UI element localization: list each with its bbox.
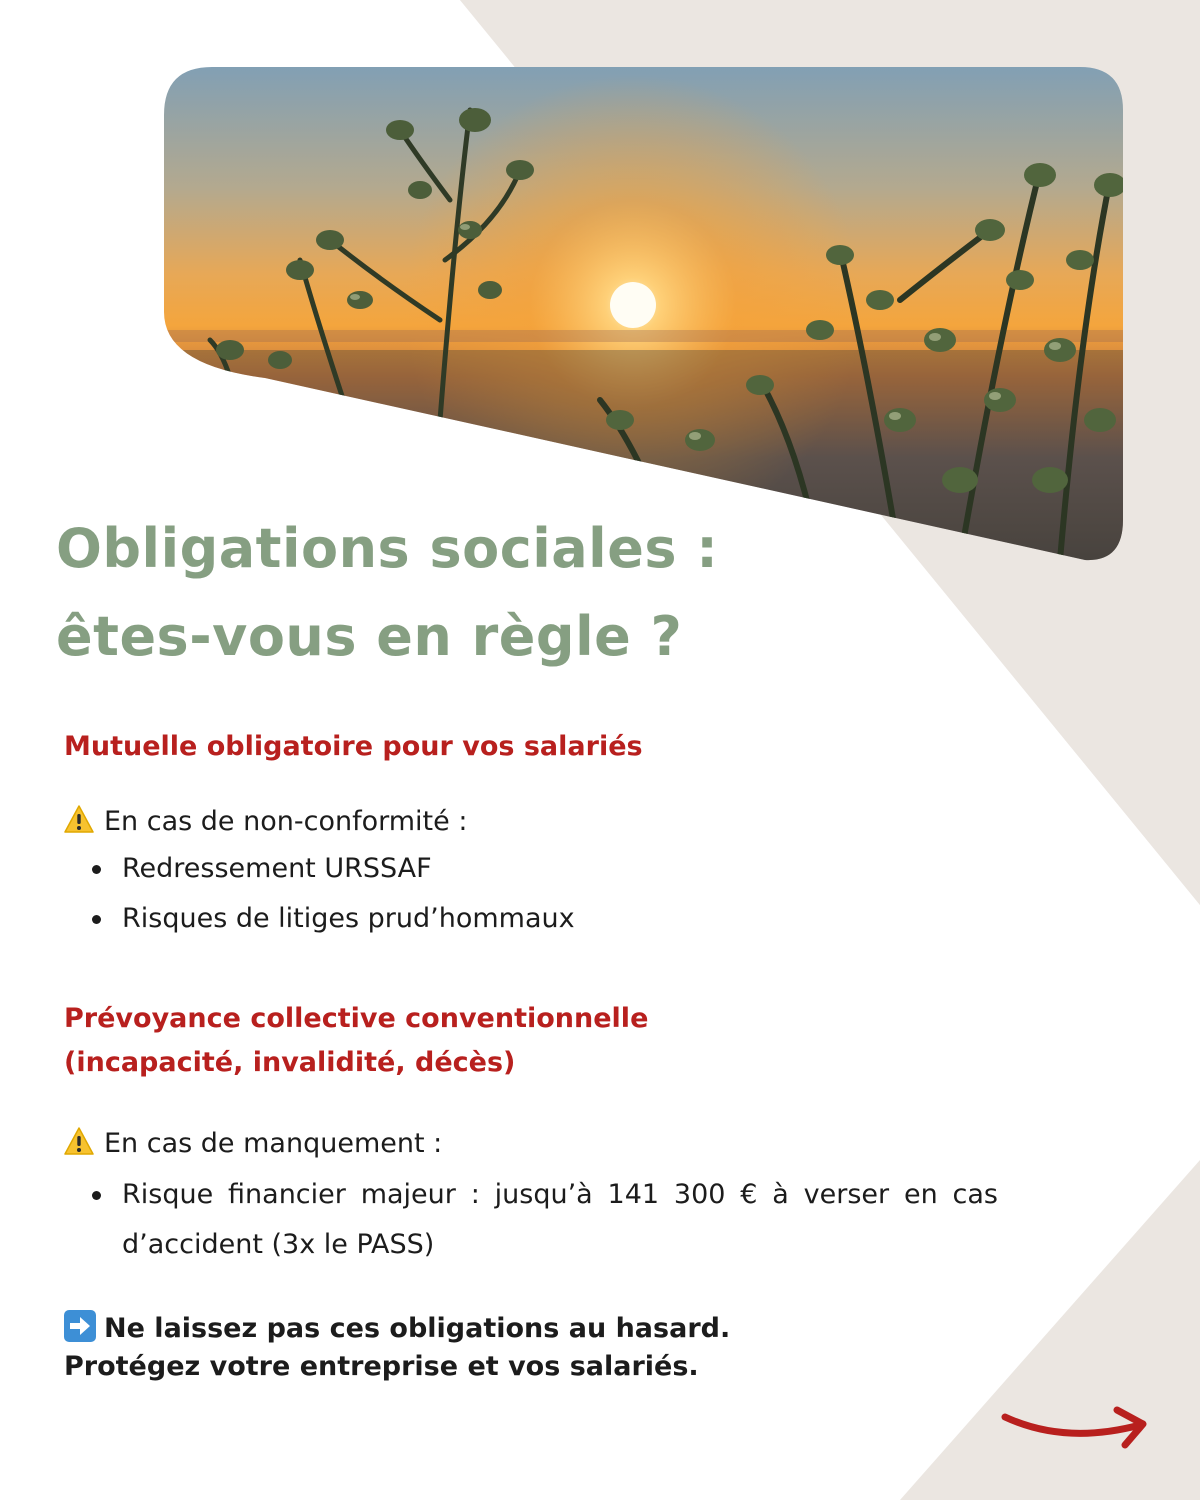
cta-line-1: Ne laissez pas ces obligations au hasard.: [104, 1313, 731, 1344]
call-to-action: [64, 1310, 730, 1386]
list-item: Risque financier majeur : jusqu’à 141 300 € à verser en cas d’accident (3x le PASS): [88, 1170, 998, 1270]
section-heading-line: Prévoyance collective conventionnelle: [64, 1003, 649, 1034]
warning-line-non-conformite: [64, 802, 467, 842]
page-title: [56, 505, 718, 681]
warning-text: En cas de manquement :: [104, 1128, 443, 1159]
list-item: Redressement URSSAF: [88, 844, 575, 894]
consequences-list-mutuelle: [88, 844, 575, 944]
cta-line-2: Protégez votre entreprise et vos salariés.: [64, 1351, 699, 1382]
warning-icon: [64, 1127, 94, 1155]
right-arrow-icon: [64, 1310, 96, 1342]
section-heading-line: (incapacité, invalidité, décès): [64, 1047, 516, 1078]
warning-line-manquement: [64, 1124, 442, 1164]
warning-icon: [64, 805, 94, 833]
next-swipe-arrow-icon[interactable]: [995, 1395, 1155, 1455]
list-item: Risques de litiges prud’hommaux: [88, 894, 575, 944]
page-title-line-1: Obligations sociales :: [56, 517, 719, 580]
page-title-line-2: êtes-vous en règle ?: [56, 605, 683, 668]
section-heading-prevoyance: [64, 997, 648, 1085]
section-heading-line: Mutuelle obligatoire pour vos salariés: [64, 731, 643, 762]
consequences-list-prevoyance: [88, 1170, 998, 1270]
warning-text: En cas de non-conformité :: [104, 806, 468, 837]
section-heading-mutuelle: [64, 725, 643, 769]
